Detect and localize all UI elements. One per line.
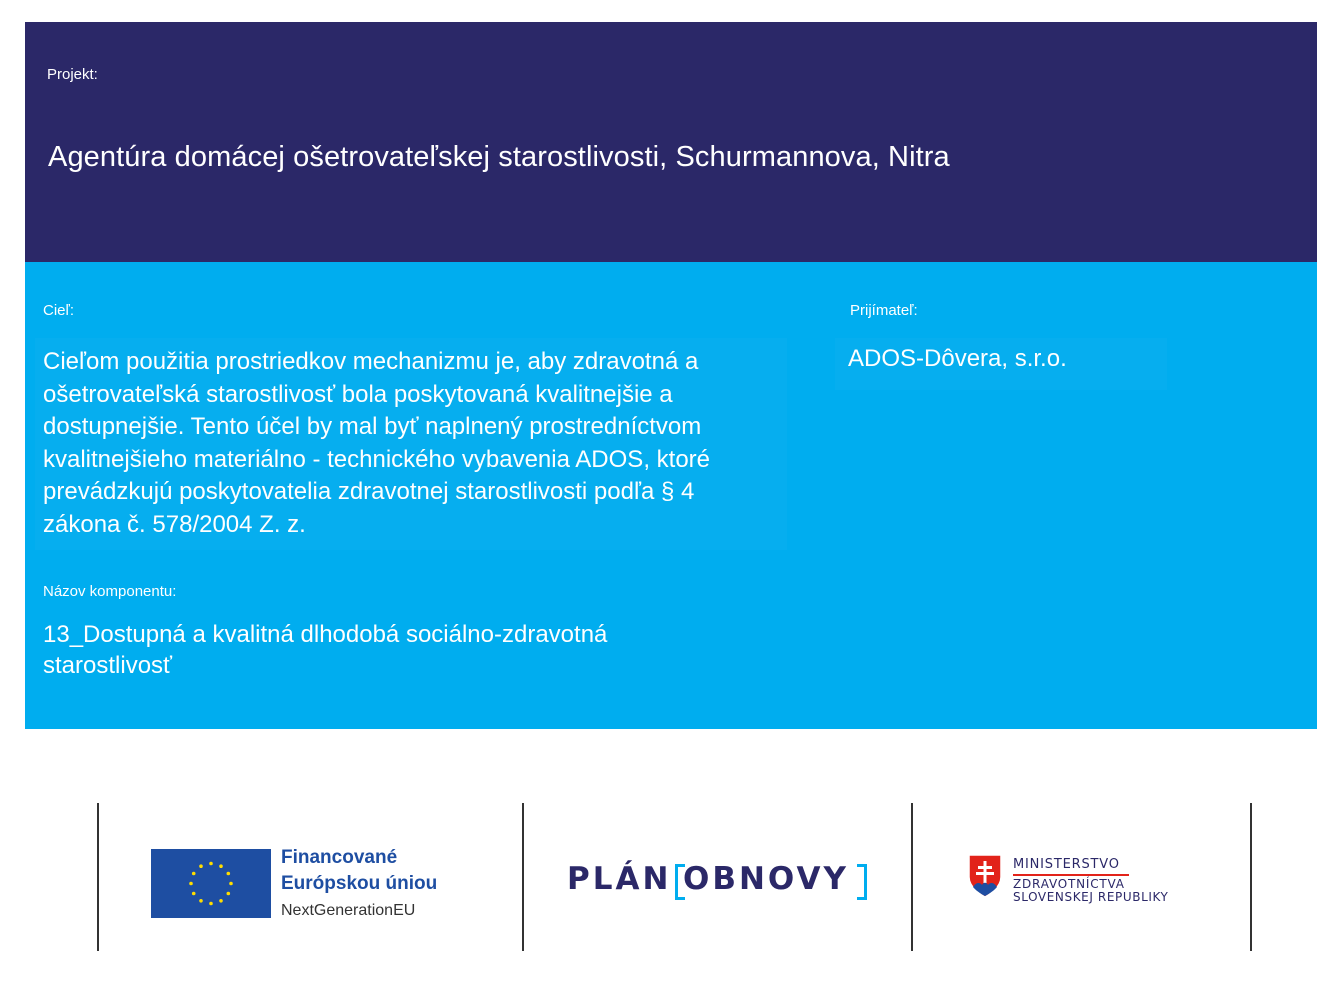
component-line: 13_Dostupná a kvalitná dlhodobá sociálno-zdravotná — [43, 621, 608, 648]
eu-funded-line2: Európskou úniou — [281, 873, 438, 894]
ministry-title: MINISTERSTVO — [1013, 857, 1120, 872]
project-title: Agentúra domácej ošetrovateľskej starostlivosti, Schurmannova, Nitra — [48, 141, 950, 173]
goal-label: Cieľ: — [43, 302, 75, 319]
component-name — [43, 619, 683, 681]
ministry-line2: ZDRAVOTNÍCTVA — [1013, 877, 1125, 891]
goal-line: dostupnejšie. Tento účel by mal byť naplnený prostredníctvom — [43, 413, 702, 440]
eu-funded-line1: Financované — [281, 847, 398, 868]
recipient-value: ADOS-Dôvera, s.r.o. — [848, 345, 1067, 372]
goal-line: Cieľom použitia prostriedkov mechanizmu je, aby zdravotná a — [43, 348, 699, 375]
divider-line — [911, 803, 913, 951]
component-line: starostlivosť — [43, 652, 173, 679]
eu-nextgen: NextGenerationEU — [281, 902, 416, 919]
obnovy-word: OBNOVY — [683, 861, 849, 897]
goal-text — [43, 346, 783, 541]
recipient-label: Prijímateľ: — [850, 302, 918, 319]
project-label: Projekt: — [47, 66, 98, 83]
divider-line — [97, 803, 99, 951]
project-header — [25, 22, 1317, 262]
ministry-line3: SLOVENSKEJ REPUBLIKY — [1013, 890, 1169, 904]
slovak-coat-of-arms-icon — [967, 853, 1003, 899]
eu-flag-icon — [151, 849, 271, 918]
goal-line: prevádzkujú poskytovatelia zdravotnej starostlivosti podľa § 4 — [43, 478, 695, 505]
plan-word: PLÁN — [567, 861, 672, 897]
divider-line — [522, 803, 524, 951]
goal-line: zákona č. 578/2004 Z. z. — [43, 510, 306, 538]
ministry-underline — [1013, 874, 1129, 876]
goal-line: kvalitnejšieho materiálno - technického vybavenia ADOS, ktoré — [43, 445, 711, 473]
project-info-panel — [25, 262, 1317, 729]
component-label: Názov komponentu: — [43, 583, 177, 600]
goal-line: ošetrovateľská starostlivosť bola poskytovaná kvalitnejšie a — [43, 380, 673, 408]
divider-line — [1250, 803, 1252, 951]
bracket-right-icon — [857, 864, 867, 900]
